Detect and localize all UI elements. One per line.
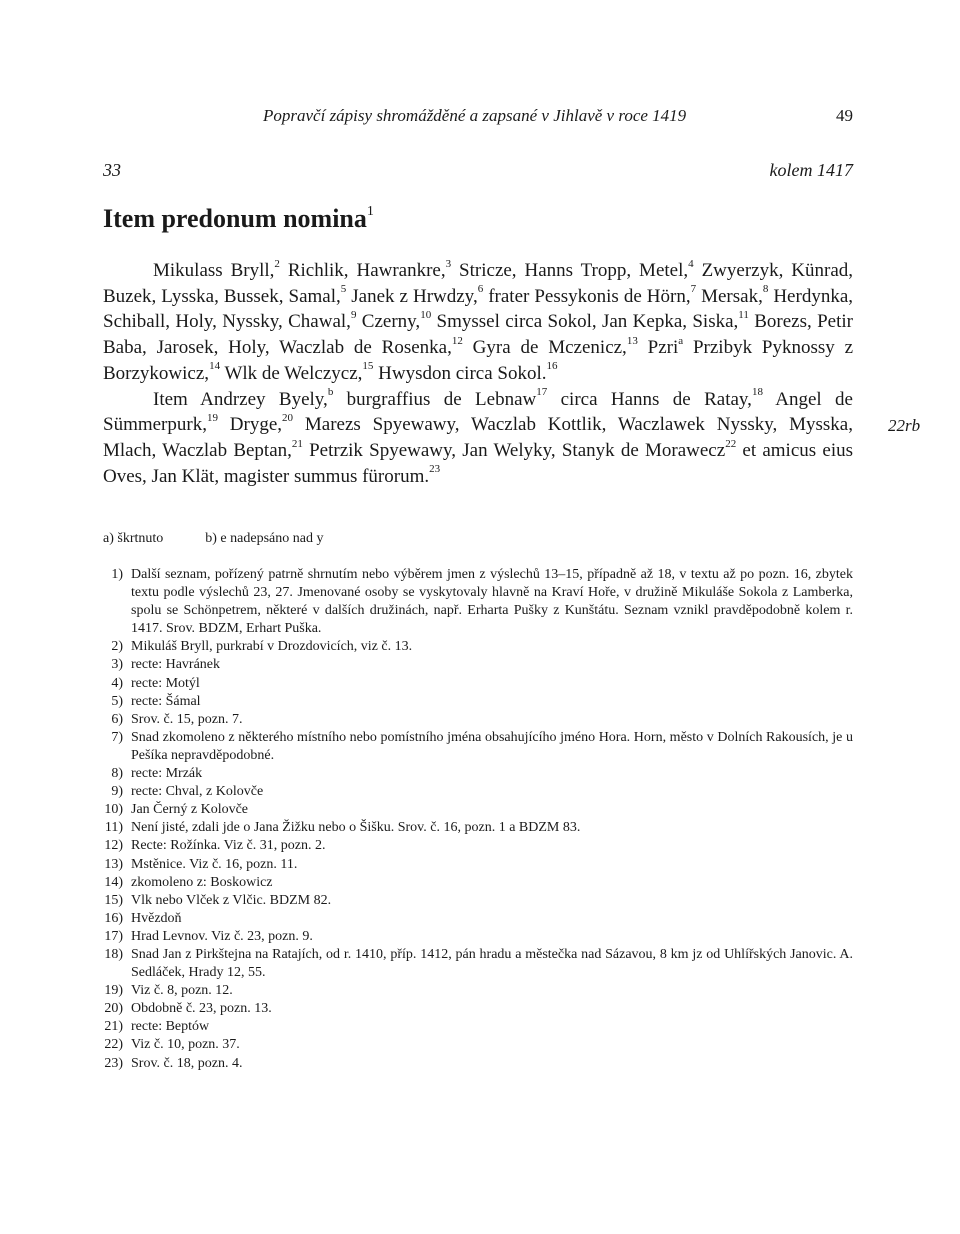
text-run: et amicus eius Oves, Jan Klät, magister summus fürorum. xyxy=(103,439,853,487)
main-text xyxy=(103,258,853,489)
footnotes xyxy=(103,566,853,1073)
footnote xyxy=(103,1000,853,1018)
footnote-text: recte: Beptów xyxy=(131,1019,210,1035)
page-number: 49 xyxy=(836,106,853,125)
text-run: Czerny, xyxy=(356,311,421,333)
footnote-ref: 10 xyxy=(420,309,432,322)
footnote-number: 13) xyxy=(104,856,123,872)
critical-note: b) e nadepsáno nad y xyxy=(205,531,324,546)
footnote-number: 11) xyxy=(104,820,123,836)
footnote-text: Srov. č. 15, pozn. 7. xyxy=(131,711,243,727)
footnote-ref: 5 xyxy=(340,283,347,296)
footnote-number: 16) xyxy=(104,910,123,926)
footnote xyxy=(103,729,853,765)
text-run: Hwysdon circa Sokol. xyxy=(373,362,547,384)
text-run: Stricze, Hanns Tropp, Metel, xyxy=(451,260,689,281)
text-run: Herdynka, Schiball, Holy, Nyssky, Chawal, xyxy=(103,285,854,333)
critical-note: a) škrtnuto xyxy=(103,531,164,546)
footnote-ref: 7 xyxy=(690,283,697,296)
footnote xyxy=(103,1036,853,1054)
footnote-ref: 2 xyxy=(274,257,280,270)
footnote xyxy=(103,675,853,693)
footnote-number: 15) xyxy=(104,892,123,908)
footnote-number: 14) xyxy=(104,874,123,890)
footnote-number: 5) xyxy=(111,693,123,709)
footnote-ref: 18 xyxy=(751,386,763,399)
text-run: burgraffius de Lebnaw xyxy=(333,388,537,410)
text-run: Angel de Sümmerpurk, xyxy=(103,388,853,436)
text-run: Zwyerzyk, Künrad, Buzek, Lysska, Bussek, Samal, xyxy=(103,260,854,307)
paragraph-1 xyxy=(103,258,853,387)
footnote-text: recte: Šámal xyxy=(131,693,201,709)
footnote-ref: 13 xyxy=(626,334,638,347)
footnote xyxy=(103,819,853,837)
running-header xyxy=(103,106,853,130)
footnote-ref: 3 xyxy=(445,257,452,270)
text-run: Przibyk Pyknossy z Borzykowicz, xyxy=(103,337,853,384)
footnote-number: 17) xyxy=(104,928,123,944)
folio-margin-note: 22rb xyxy=(888,416,921,435)
footnote-text: Mikuláš Bryll, purkrabí v Drozdovicích, viz č. 13. xyxy=(131,639,413,655)
footnote-text: Obdobně č. 23, pozn. 13. xyxy=(131,1001,272,1017)
section-heading xyxy=(103,204,374,234)
footnote xyxy=(103,711,853,729)
footnote xyxy=(103,1018,853,1036)
text-run: Item Andrzey Byely, xyxy=(153,388,328,410)
footnote-ref: 23 xyxy=(429,463,441,476)
footnote-text: Recte: Rožínka. Viz č. 31, pozn. 2. xyxy=(131,838,326,854)
text-run: Pzri xyxy=(637,337,679,359)
entry-meta xyxy=(103,160,853,184)
entry-number: 33 xyxy=(103,160,121,180)
footnote-number: 8) xyxy=(111,766,123,782)
footnote xyxy=(103,566,853,638)
footnote xyxy=(103,1055,853,1073)
footnote-number: 22) xyxy=(104,1037,123,1053)
entry-date: kolem 1417 xyxy=(769,160,853,180)
footnote-text: Viz č. 8, pozn. 12. xyxy=(131,983,233,999)
text-run: circa Hanns de Ratay, xyxy=(547,388,752,410)
text-run: Mersak, xyxy=(696,285,763,307)
footnote-number: 18) xyxy=(104,946,123,962)
footnote xyxy=(103,783,853,801)
text-run: Marezs Spyewawy, Waczlab Kottlik, Waczlawek Nyssky, Mysska, Mlach, Waczlab Beptan, xyxy=(103,414,853,461)
text-run: Borezs, Petir Baba, Jarosek, Holy, Waczlab de Rosenka, xyxy=(103,311,853,359)
footnote-text: Hrad Levnov. Viz č. 23, pozn. 9. xyxy=(131,928,313,944)
footnote-ref: 20 xyxy=(282,411,294,424)
footnote-text: recte: Motýl xyxy=(131,675,200,691)
footnote-text: Snad zkomoleno z některého místního nebo pomístního jména obsahujícího jméno Hora. Horn, město v Dolních Rakousích, je u Pešíka nepravděpodobné. xyxy=(131,729,853,763)
footnote-text: Hvězdoň xyxy=(131,910,182,926)
footnote-ref: 14 xyxy=(209,360,221,373)
footnote-text: Jan Černý z Kolovče xyxy=(131,802,249,818)
footnote-ref: 22 xyxy=(725,437,737,450)
footnote xyxy=(103,892,853,910)
footnote-ref: 8 xyxy=(762,283,769,296)
footnote-ref: 12 xyxy=(451,334,463,347)
footnote-text: Srov. č. 18, pozn. 4. xyxy=(131,1055,243,1071)
footnote-number: 23) xyxy=(104,1055,123,1071)
footnote xyxy=(103,910,853,928)
text-run: Petrzik Spyewawy, Jan Welyky, Stanyk de Morawecz xyxy=(302,439,726,461)
footnote xyxy=(103,837,853,855)
footnote-text: Další seznam, pořízený patrně shrnutím nebo výběrem jmen z výslechů 13–15, případně až 18, v textu až po pozn. 16, zbytek textu podle výslechů 23, 27. Jmenované osoby se vyskytovaly hlavně na Kraví Hoře, v družině Mikuláše Sokola z Lamberka, spolu se Schönpetrem, některé v dalších družinách, např. Erharta Pušky z Kunštátu. Seznam vznikl pravděpodobně kolem r. 1417. Srov. BDZM, Erhart Puška. xyxy=(131,567,853,637)
text-run: Dryge, xyxy=(217,414,283,436)
text-run: Mikulass Bryll, xyxy=(153,260,275,281)
footnote xyxy=(103,765,853,783)
footnote-text: Vlk nebo Vlček z Vlčic. BDZM 82. xyxy=(131,892,332,908)
footnote xyxy=(103,946,853,982)
footnote-text: recte: Mrzák xyxy=(131,766,203,782)
footnote-number: 3) xyxy=(111,657,123,673)
heading-footnote-ref: 1 xyxy=(366,204,374,220)
footnote-ref: 9 xyxy=(350,309,357,322)
text-run: Wlk de Welczycz, xyxy=(220,362,363,384)
footnote-ref: b xyxy=(327,386,334,399)
footnote-ref: 16 xyxy=(546,360,558,373)
footnote-ref: 19 xyxy=(206,411,218,424)
paragraph-2 xyxy=(103,387,853,490)
footnote xyxy=(103,874,853,892)
text-run: Janek z Hrwdzy, xyxy=(346,285,478,307)
footnote-number: 20) xyxy=(104,1001,123,1017)
footnote-ref: 4 xyxy=(688,257,694,270)
footnote-text: Není jisté, zdali jde o Jana Žižku nebo o Šišku. Srov. č. 16, pozn. 1 a BDZM 83. xyxy=(131,820,581,836)
footnote-ref: 6 xyxy=(477,283,484,296)
footnote-number: 9) xyxy=(111,784,123,800)
footnote-ref: 17 xyxy=(536,386,548,399)
footnote xyxy=(103,656,853,674)
footnote-ref: 15 xyxy=(362,360,374,373)
footnote xyxy=(103,693,853,711)
footnote xyxy=(103,928,853,946)
footnote-text: recte: Havránek xyxy=(131,657,220,673)
footnote-number: 12) xyxy=(104,838,123,854)
running-title: Popravčí zápisy shromážděné a zapsané v Jihlavě v roce 1419 xyxy=(263,106,687,125)
footnote-text: zkomoleno z: Boskowicz xyxy=(131,874,273,890)
critical-apparatus xyxy=(103,531,365,547)
text-run: Gyra de Mczenicz, xyxy=(462,337,627,359)
footnote-text: recte: Chval, z Kolovče xyxy=(131,784,264,800)
footnote-number: 19) xyxy=(104,983,123,999)
footnote-number: 4) xyxy=(111,675,123,691)
footnote-number: 2) xyxy=(111,639,123,655)
text-run: Smyssel circa Sokol, Jan Kepka, Siska, xyxy=(431,311,739,333)
footnote-ref: a xyxy=(678,334,684,347)
heading-text: Item predonum nomina xyxy=(103,204,367,233)
footnote xyxy=(103,982,853,1000)
footnote xyxy=(103,638,853,656)
text-run: frater Pessykonis de Hörn, xyxy=(483,285,691,307)
footnote-text: Snad Jan z Pirkštejna na Ratajích, od r. 1410, příp. 1412, pán hradu a městečka nad Sázavou, 8 km jz od Uhlířských Janovic. A. Sedláček, Hrady 12, 55. xyxy=(131,946,853,981)
footnote-number: 21) xyxy=(104,1019,123,1035)
footnote-number: 1) xyxy=(111,567,123,582)
footnote-text: Viz č. 10, pozn. 37. xyxy=(131,1037,240,1053)
text-run: Richlik, Hawrankre, xyxy=(279,260,446,281)
footnote-ref: 11 xyxy=(738,309,749,322)
footnote-text: Mstěnice. Viz č. 16, pozn. 11. xyxy=(131,856,298,872)
footnote-number: 6) xyxy=(111,711,123,727)
footnote-ref: 21 xyxy=(291,437,303,450)
footnote xyxy=(103,856,853,874)
footnote-number: 10) xyxy=(104,802,123,818)
footnote-number: 7) xyxy=(111,729,123,745)
footnote xyxy=(103,801,853,819)
